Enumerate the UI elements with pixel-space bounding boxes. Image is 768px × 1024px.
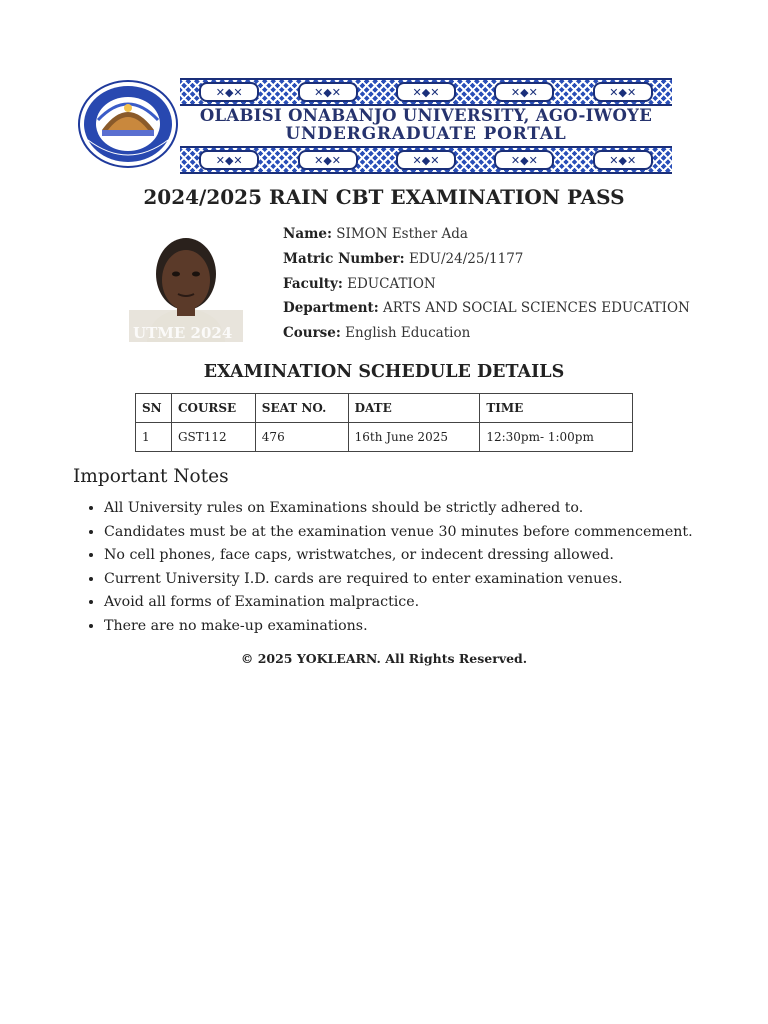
pass-title: 2024/2025 RAIN CBT EXAMINATION PASS [143, 185, 625, 209]
table-header-row [136, 394, 633, 423]
portal-title-block [180, 106, 672, 144]
cell-date: 16th June 2025 [348, 423, 480, 452]
header-date: DATE [348, 394, 480, 423]
list-item: • Current University I.D. cards are required to enter examination venues. [104, 568, 693, 592]
list-item: • All University rules on Examinations should be strictly adhered to. [104, 497, 693, 521]
banner-pattern-bottom [180, 146, 672, 174]
notes-list [84, 497, 693, 638]
decor-motif-icon: ✕◆✕ [494, 82, 554, 102]
university-banner [76, 76, 672, 172]
faculty-label: Faculty: [283, 275, 343, 292]
student-info [283, 222, 690, 346]
notes-title: Important Notes [73, 466, 229, 487]
department-value: ARTS AND SOCIAL SCIENCES EDUCATION [383, 300, 690, 317]
table-row [136, 423, 633, 452]
name-label: Name: [283, 226, 332, 242]
course-value: English Education [345, 325, 471, 342]
faculty-value: EDUCATION [347, 275, 436, 292]
student-photo [129, 230, 243, 342]
decor-motif-icon: ✕◆✕ [298, 82, 358, 102]
decor-motif-icon: ✕◆✕ [593, 82, 653, 102]
info-row-department [283, 296, 690, 321]
cell-course: GST112 [171, 423, 255, 452]
student-name: SIMON Esther Ada [336, 226, 468, 242]
schedule-title: EXAMINATION SCHEDULE DETAILS [203, 362, 565, 382]
portal-header [180, 78, 672, 170]
decor-motif-icon: ✕◆✕ [199, 82, 259, 102]
header-course: COURSE [171, 394, 255, 423]
matric-number: EDU/24/25/1177 [408, 250, 524, 267]
decor-motif-icon: ✕◆✕ [593, 150, 653, 170]
info-row-course [283, 321, 690, 346]
info-row-faculty [283, 272, 690, 297]
schedule-table [135, 393, 633, 452]
portal-name: UNDERGRADUATE PORTAL [285, 124, 567, 144]
list-item: • No cell phones, face caps, wristwatches, or indecent dressing allowed. [104, 544, 693, 568]
banner-pattern-top [180, 78, 672, 106]
header-seat: SEAT NO. [255, 394, 348, 423]
department-label: Department: [283, 300, 379, 317]
list-item: • There are no make-up examinations. [104, 615, 693, 639]
decor-motif-icon: ✕◆✕ [298, 150, 358, 170]
decor-motif-icon: ✕◆✕ [396, 82, 456, 102]
cell-seat: 476 [255, 423, 348, 452]
matric-label: Matric Number: [283, 250, 405, 267]
cell-time: 12:30pm- 1:00pm [480, 423, 633, 452]
course-label: Course: [283, 325, 341, 342]
info-row-matric [283, 247, 690, 272]
header-sn: SN [136, 394, 172, 423]
footer-copyright: © 2025 YOKLEARN. All Rights Reserved. [240, 651, 528, 666]
list-item: • Candidates must be at the examination venue 30 minutes before commencement. [104, 521, 693, 545]
decor-motif-icon: ✕◆✕ [494, 150, 554, 170]
cell-sn: 1 [136, 423, 172, 452]
list-item: • Avoid all forms of Examination malpractice. [104, 591, 693, 615]
decor-motif-icon: ✕◆✕ [199, 150, 259, 170]
decor-motif-icon: ✕◆✕ [396, 150, 456, 170]
photo-watermark: UTME 2024 [133, 324, 233, 342]
university-seal-logo [78, 80, 178, 168]
university-name: OLABISI ONABANJO UNIVERSITY, AGO-IWOYE [199, 106, 653, 125]
header-time: TIME [480, 394, 633, 423]
info-row-name [283, 222, 690, 247]
